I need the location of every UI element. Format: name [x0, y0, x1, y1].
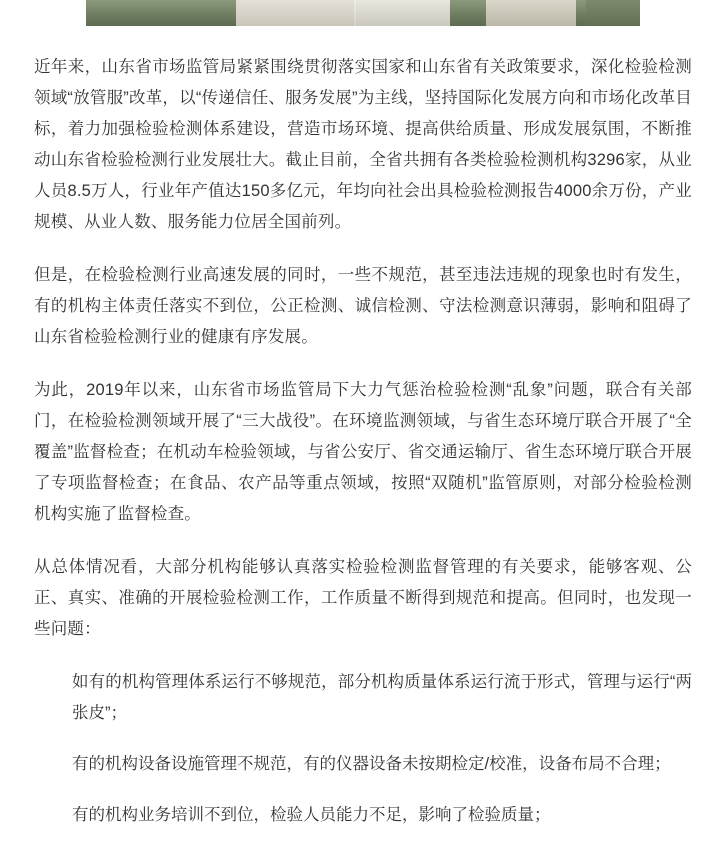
article-list-item: 如有的机构管理体系运行不够规范，部分机构质量体系运行流于形式，管理与运行“两张皮”；: [72, 673, 692, 722]
article-paragraph-3: 为此，2019年以来，山东省市场监管局下大力气惩治检验检测“乱象”问题，联合有关部门，在检验检测领域开展了“三大战役”。在环境监测领域，与省生态环境厅联合开展了“全覆盖”监督检查；在机动车检验领域，与省公安厅、省交通运输厅、省生态环境厅联合开展了专项监督检查；在食品、农产品等重点领域，按照“双随机”监管原则，对部分检验检测机构实施了监督检查。: [34, 381, 692, 523]
article-list-item: 有的机构设备设施管理不规范，有的仪器设备未按期检定/校准，设备布局不合理；: [72, 755, 671, 773]
article-paragraph-4: 从总体情况看，大部分机构能够认真落实检验检测监督管理的有关要求，能够客观、公正、真实、准确的开展检验检测工作，工作质量不断得到规范和提高。但同时，也发现一些问题：: [34, 558, 692, 638]
article-body: [0, 26, 726, 851]
photo-band-figure-3: [486, 0, 576, 26]
article-paragraph-1: 近年来，山东省市场监管局紧紧围绕贯彻落实国家和山东省有关政策要求，深化检验检测领域“放管服”改革，以“传递信任、服务发展”为主线，坚持国际化发展方向和市场化改革目标，着力加强检验检测体系建设，营造市场环境、提高供给质量、形成发展氛围，不断推动山东省检验检测行业发展壮大。截止目前，全省共拥有各类检验检测机构3296家，从业人员8.5万人，行业年产值达150多亿元，年均向社会出具检验检测报告4000余万份，产业规模、从业人数、服务能力位居全国前列。: [34, 58, 692, 231]
photo-band-figure-4: [586, 0, 640, 26]
article-paragraph-2: 但是，在检验检测行业高速发展的同时，一些不规范，甚至违法违规的现象也时有发生，有的机构主体责任落实不到位，公正检测、诚信检测、守法检测意识薄弱，影响和阻碍了山东省检验检测行业的健康有序发展。: [34, 266, 692, 346]
photo-band-figure-2: [354, 0, 450, 26]
article-header-photo: [86, 0, 640, 26]
photo-band-figure-1: [236, 0, 356, 26]
article-list-item: 有的机构业务培训不到位，检验人员能力不足，影响了检验质量；: [72, 806, 551, 824]
